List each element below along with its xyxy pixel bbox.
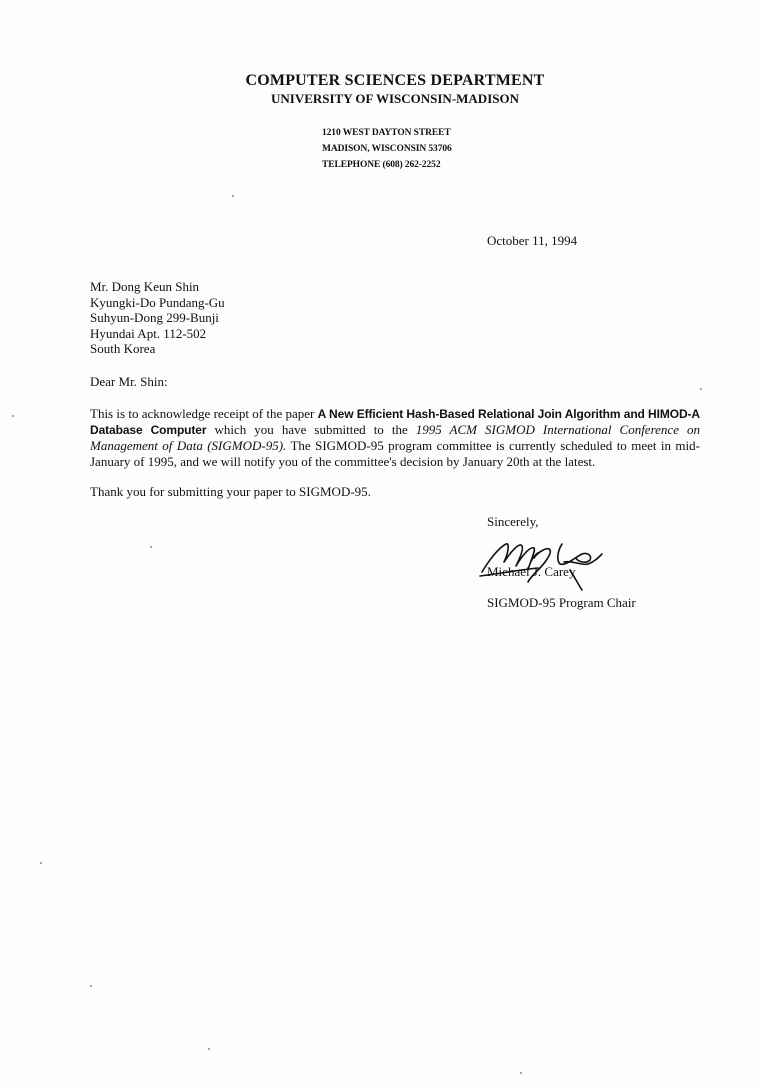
scan-speck [232,195,234,197]
paper-title: A New Efficient Hash-Based Relational Join Algorithm and HIMOD-A Database Computer [90,407,700,437]
scan-speck [700,388,702,390]
salutation: Dear Mr. Shin: [90,374,168,389]
body-text-1: This is to acknowledge receipt of the paper [90,406,318,421]
conference-name: 1995 ACM SIGMOD International Conference on Management of Data (SIGMOD-95). [90,422,700,453]
closing: Sincerely, [487,514,539,529]
recipient-line-3: Hyundai Apt. 112-502 [90,325,207,341]
scan-speck [90,985,92,987]
department-name: COMPUTER SCIENCES DEPARTMENT [245,72,545,89]
address-telephone: TELEPHONE (608) 262-2252 [322,160,441,170]
sender-address [322,125,452,173]
letter-date: October 11, 1994 [487,233,578,248]
recipient-line-2: Suhyun-Dong 299-Bunji [90,310,219,326]
recipient-name: Mr. Dong Keun Shin [90,279,200,294]
recipient-country: South Korea [90,341,156,357]
scan-speck [520,1072,522,1074]
body-text-2: which you have submitted to the [206,422,416,437]
scan-speck [40,862,42,864]
signatory-name: Michael J. Carey [487,564,576,579]
signatory-title: SIGMOD-95 Program Chair [487,595,636,610]
address-street: 1210 WEST DAYTON STREET [322,128,451,138]
letterhead [0,72,760,107]
address-city: MADISON, WISCONSIN 53706 [322,144,452,154]
body-text-3: The SIGMOD-95 program committee is currently scheduled to meet in mid-January of 1995, and we will notify you of the committee's decision by January 20th at the latest. [90,438,700,469]
scan-speck [208,1048,210,1050]
body-paragraph [90,406,700,470]
thanks-line: Thank you for submitting your paper to SIGMOD-95. [90,484,371,499]
scan-speck [150,546,152,548]
scan-speck [12,415,14,417]
university-name: UNIVERSITY OF WISCONSIN-MADISON [270,91,519,106]
recipient-line-1: Kyungki-Do Pundang-Gu [90,294,225,310]
recipient-address [90,279,225,357]
